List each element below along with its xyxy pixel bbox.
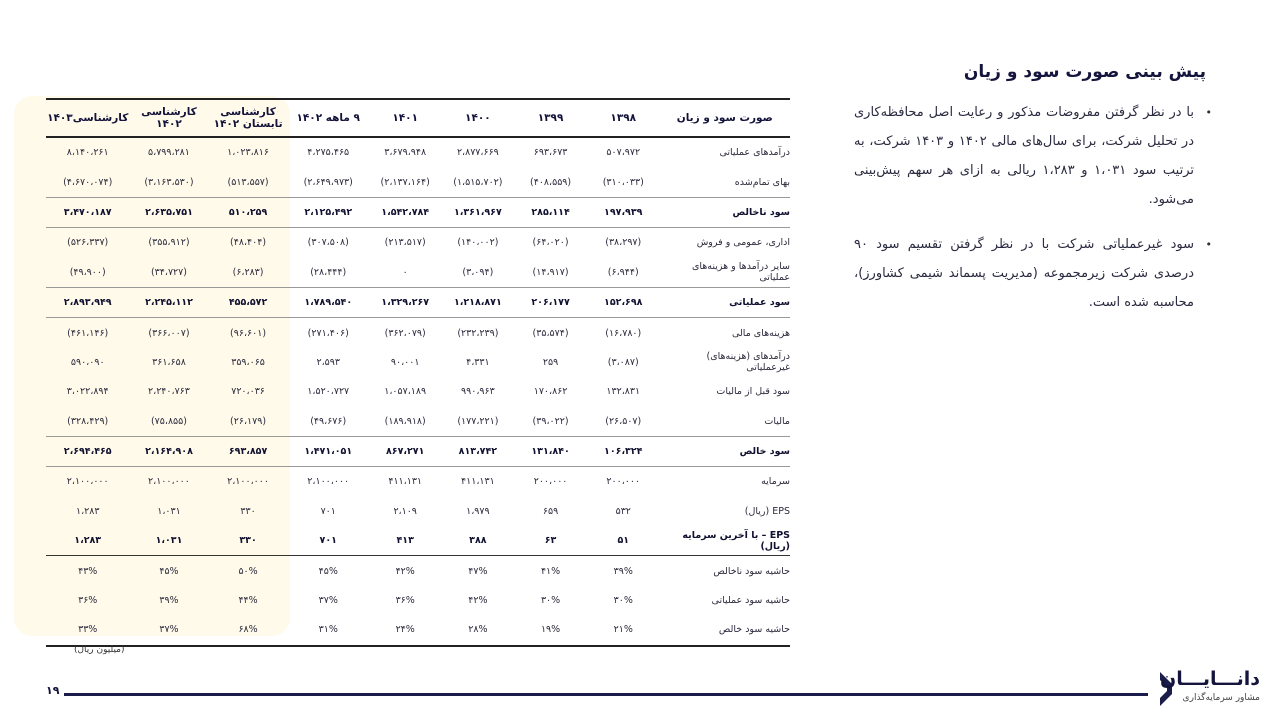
table-cell: ۲،۱۰۰،۰۰۰	[129, 467, 208, 497]
table-cell: (۵۲۶،۳۳۷)	[46, 228, 129, 258]
table-cell: ۲،۶۳۵،۷۵۱	[129, 197, 208, 227]
table-cell: (۱۷۷،۲۲۱)	[457, 415, 499, 427]
table-cell: ۱۰۶،۳۲۴	[587, 436, 660, 466]
table-cell: ۱،۵۴۲،۷۸۴	[369, 197, 442, 227]
table-cell: ۹۹۰،۹۶۳	[461, 386, 495, 398]
table-cell: ۳۹%	[159, 595, 179, 607]
table-cell: (۴۰۸،۵۵۹)	[530, 176, 572, 188]
table-cell: ۹۰،۰۰۱	[390, 356, 420, 368]
table-cell: ۶۵۹	[542, 505, 559, 517]
table-cell: ۱،۷۸۹،۵۴۰	[288, 287, 369, 317]
table-row	[46, 586, 790, 615]
table-cell: ۳۰%	[613, 595, 633, 607]
table-row	[46, 258, 790, 288]
row-label: حاشیه سود ناخالص	[660, 556, 790, 586]
bullet-icon: •	[1205, 238, 1212, 251]
table-cell: ۲،۱۶۴،۹۰۸	[129, 436, 208, 466]
table-cell: ۴۳%	[46, 556, 129, 586]
table-cell: (۶،۲۸۳)	[232, 266, 264, 278]
table-cell: ۵۹۰،۰۹۰	[70, 356, 105, 368]
table-cell: ۳۵۹،۰۶۵	[231, 356, 265, 368]
table-cell: ۲،۱۰۹	[393, 505, 417, 517]
table-cell: ۳۹%	[587, 556, 660, 586]
table-cell: ۳۷%	[318, 595, 338, 607]
table-cell: ۸۱۳،۷۴۲	[442, 436, 515, 466]
table-cell: (۴،۶۷۰،۰۷۴)	[63, 176, 113, 188]
table-cell: ۴۲%	[468, 595, 488, 607]
table-cell: ۲،۲۴۵،۱۱۲	[129, 287, 208, 317]
table-cell: ۸،۱۴۰،۲۶۱	[66, 147, 109, 159]
table-cell: ۳۳۰	[240, 505, 256, 517]
income-statement-table	[46, 98, 790, 647]
table-cell: (۳۲۸،۴۲۹)	[67, 415, 109, 427]
table-cell: ۷۰۱	[319, 535, 337, 547]
bullet-item	[854, 230, 1212, 317]
row-label: سود خالص	[660, 436, 790, 466]
table-cell: ۲۸۵،۱۱۴	[514, 197, 587, 227]
column-header: ۱۴۰۱	[369, 99, 442, 137]
table-cell: (۱۶،۷۸۰)	[587, 318, 660, 348]
table-cell: ۱۷۰،۸۶۲	[533, 386, 568, 398]
row-label: درآمدهای (هزینه‌های) غیرعملیاتی	[706, 351, 790, 374]
table-cell: ۲۵۹	[542, 356, 559, 368]
table-cell: ۶۹۳،۸۵۷	[209, 436, 288, 466]
table-cell: ۴۲%	[369, 556, 442, 586]
table-cell: ۴۵۵،۵۷۲	[209, 287, 288, 317]
bullet-text: سود غیرعملیاتی شرکت با در نظر گرفتن تقسیم سود ۹۰ درصدی شرکت زیرمجموعه (مدیریت پسماند شیمی کشاورز)، محاسبه شده است.	[854, 237, 1194, 310]
table-cell: (۱۸۹،۹۱۸)	[384, 415, 426, 427]
table-cell: ۴،۳۳۱	[466, 356, 490, 368]
table-cell: ۱،۴۷۱،۰۵۱	[288, 436, 369, 466]
table-cell: (۱۴۰،۰۰۲)	[442, 228, 515, 258]
table-cell: (۲۶،۵۰۷)	[605, 415, 642, 427]
table-row	[46, 436, 790, 466]
table-cell: (۴۹،۹۰۰)	[69, 266, 106, 278]
table-cell: ۵۱	[617, 535, 630, 547]
row-label: سود ناخالص	[660, 197, 790, 227]
table-cell: ۲۰۶،۱۷۷	[514, 287, 587, 317]
table-cell: ۱،۳۲۹،۲۶۷	[369, 287, 442, 317]
table-cell: ۳۶%	[395, 595, 415, 607]
table-cell: ۱،۰۵۷،۱۸۹	[384, 386, 427, 398]
table-cell: (۲۳۲،۲۳۹)	[442, 318, 515, 348]
table-cell: ۴۱%	[514, 556, 587, 586]
table-cell: ۲،۱۰۰،۰۰۰	[209, 467, 288, 497]
table-cell: ۲،۱۰۰،۰۰۰	[46, 467, 129, 497]
table-cell: ۱،۲۸۳	[75, 505, 100, 517]
table-row	[46, 287, 790, 317]
logo-tagline: مشاور سرمایه‌گذاری	[1182, 693, 1260, 703]
row-label: حاشیه سود خالص	[660, 615, 790, 645]
table-cell: (۹۶،۶۰۱)	[209, 318, 288, 348]
table-cell: (۳۶۲،۰۷۹)	[369, 318, 442, 348]
table-cell: (۳۸،۲۹۷)	[587, 228, 660, 258]
table-cell: (۴۸،۴۰۴)	[209, 228, 288, 258]
row-label: بهای تمام‌شده	[734, 176, 790, 188]
table-cell: ۲،۱۰۰،۰۰۰	[288, 467, 369, 497]
table-cell: (۴۶۱،۱۴۶)	[46, 318, 129, 348]
table-cell: ۱،۰۲۳،۸۱۶	[227, 147, 269, 159]
table-cell: ۴۷%	[442, 556, 515, 586]
table-row	[46, 556, 790, 586]
table-cell: (۵۱۳،۵۵۷)	[227, 176, 269, 188]
table-cell: (۷۵،۸۵۵)	[150, 415, 187, 427]
table-cell: ۳،۴۷۰،۱۸۷	[46, 197, 129, 227]
table-cell: ۱،۲۱۸،۸۷۱	[442, 287, 515, 317]
table-cell: (۳۴،۷۲۷)	[150, 266, 187, 278]
table-row	[46, 526, 790, 556]
table-cell: (۲۶،۱۷۹)	[230, 415, 267, 427]
table-cell: ۴۵%	[288, 556, 369, 586]
table-cell: ۶۳	[544, 535, 557, 547]
table-cell: ۳۷%	[129, 615, 208, 645]
table-cell: ۵۱۰،۲۵۹	[209, 197, 288, 227]
table-cell: (۲،۶۴۹،۹۷۳)	[303, 176, 353, 188]
table-cell: ۲۱%	[587, 615, 660, 645]
table-row	[46, 615, 790, 645]
table-cell: (۳،۰۹۴)	[462, 266, 494, 278]
column-header: کارشناسی۱۴۰۳	[46, 99, 129, 137]
table-cell: ۰	[402, 266, 408, 278]
table-cell: (۲۷۱،۴۰۶)	[288, 318, 369, 348]
table-cell: ۳۳%	[46, 615, 129, 645]
table-header-row	[46, 99, 790, 137]
table-cell: ۲،۱۲۵،۴۹۲	[288, 197, 369, 227]
table-row	[46, 137, 790, 167]
table-cell: ۲،۸۷۷،۶۶۹	[456, 147, 499, 159]
row-label: هزینه‌های مالی	[660, 318, 790, 348]
bullet-list	[854, 98, 1212, 333]
table-cell: ۱،۳۶۱،۹۶۷	[442, 197, 515, 227]
table-cell: (۲۱۳،۵۱۷)	[369, 228, 442, 258]
table-cell: ۶۹۳،۶۷۳	[533, 147, 568, 159]
table-cell: ۴،۲۷۵،۴۶۵	[307, 147, 350, 159]
column-header: صورت سود و زیان	[660, 99, 790, 137]
row-label: اداری، عمومی و فروش	[660, 228, 790, 258]
column-header: ۱۳۹۸	[587, 99, 660, 137]
table-cell: (۳۰۷،۵۰۸)	[288, 228, 369, 258]
table-cell: ۳۶۱،۶۵۸	[152, 356, 186, 368]
table-cell: ۴۱۱،۱۳۱	[369, 467, 442, 497]
table-cell: ۳۰%	[540, 595, 561, 607]
table-cell: ۴۴%	[238, 595, 258, 607]
table-cell: ۳۱%	[288, 615, 369, 645]
table-cell: ۱،۵۲۰،۷۲۷	[307, 386, 350, 398]
table-cell: ۴۱۱،۱۳۱	[442, 467, 515, 497]
table-cell: ۴۱۳	[396, 535, 414, 547]
column-header: ۱۳۹۹	[514, 99, 587, 137]
table-row	[46, 228, 790, 258]
unit-note: (میلیون ریال)	[74, 645, 125, 655]
table-cell: (۳۹،۰۲۲)	[532, 415, 569, 427]
table-row	[46, 318, 790, 348]
table-cell: ۱۹۷،۹۳۹	[587, 197, 660, 227]
page-title: پیش بینی صورت سود و زیان	[963, 62, 1206, 82]
bullet-text: با در نظر گرفتن مفروضات مذکور و رعایت اصل محافظه‌کاری در تحلیل شرکت، برای سال‌های مالی ۱۴۰۲ و ۱۴۰۳ شرکت، به ترتیب سود ۱،۰۳۱ و ۱،۲۸۳ ریالی به ازای هر سهم پیش‌بینی می‌شود.	[854, 105, 1194, 207]
table-cell: (۶،۹۴۴)	[607, 266, 639, 278]
table-cell: ۱۹%	[514, 615, 587, 645]
table-cell: ۷۰۱	[320, 505, 336, 517]
footer-divider	[64, 693, 1148, 696]
table-cell: (۲،۱۳۷،۱۶۴)	[380, 176, 430, 188]
table-cell: (۳،۱۶۳،۵۳۰)	[144, 176, 194, 188]
page-number: ۱۹	[46, 684, 60, 697]
table-cell: ۲۸%	[442, 615, 515, 645]
table-row	[46, 497, 790, 526]
logo-name: دانـــایـــان	[1160, 668, 1260, 690]
bullet-item	[854, 98, 1212, 214]
table-cell: (۱،۵۱۵،۷۰۲)	[453, 176, 503, 188]
table-cell: (۱۴،۹۱۷)	[532, 266, 569, 278]
table-row	[46, 167, 790, 197]
table-cell: ۵،۷۹۹،۲۸۱	[148, 147, 190, 159]
table-cell: ۸۶۷،۲۷۱	[369, 436, 442, 466]
row-label: حاشیه سود عملیاتی	[711, 595, 790, 607]
table-row	[46, 197, 790, 227]
table-row	[46, 467, 790, 497]
table-cell: ۲،۵۹۳	[316, 356, 340, 368]
row-label: سایر درآمدها و هزینه‌های عملیاتی	[691, 261, 790, 284]
table-cell: (۳۱۰،۰۳۳)	[602, 176, 644, 188]
table-cell: (۳،۰۸۷)	[607, 356, 639, 368]
table-cell: ۴۵%	[129, 556, 208, 586]
table-cell: ۲،۶۹۴،۴۶۵	[46, 436, 129, 466]
table-cell: ۵۳۲	[615, 505, 631, 517]
company-logo	[1158, 668, 1268, 712]
table-cell: ۵۰%	[209, 556, 288, 586]
table-cell: ۲۴%	[369, 615, 442, 645]
table-cell: ۱،۰۳۱	[155, 535, 183, 547]
bullet-icon: •	[1205, 106, 1212, 119]
table-cell: (۳۵،۵۷۴)	[514, 318, 587, 348]
table-cell: ۱۳۱،۸۴۰	[514, 436, 587, 466]
row-label: سرمایه	[660, 467, 790, 497]
table-cell: ۱،۹۷۹	[466, 505, 490, 517]
table-cell: (۶۴،۰۲۰)	[514, 228, 587, 258]
table-cell: ۱۵۲،۶۹۸	[587, 287, 660, 317]
table-row	[46, 348, 790, 377]
row-label: EPS (ریال)	[744, 505, 790, 517]
row-label: سود قبل از مالیات	[716, 386, 790, 398]
table-cell: ۲۰۰،۰۰۰	[514, 467, 587, 497]
column-header: ۱۴۰۰	[442, 99, 515, 137]
table-cell: ۱،۲۸۳	[74, 535, 102, 547]
table-cell: ۳،۶۷۹،۹۴۸	[384, 147, 427, 159]
table-cell: ۳۸۸	[469, 535, 487, 547]
column-header: کارشناسی تابستان ۱۴۰۲	[209, 99, 288, 137]
table-cell: ۲،۲۴۰،۷۶۳	[148, 386, 190, 398]
row-label: سود عملیاتی	[660, 287, 790, 317]
table-cell: (۳۵۵،۹۱۲)	[129, 228, 208, 258]
table-cell: ۷۲۰،۰۳۶	[231, 386, 265, 398]
row-label: درآمدهای عملیاتی	[719, 147, 790, 159]
table-cell: ۳،۰۲۲،۸۹۴	[66, 386, 109, 398]
column-header: ۹ ماهه ۱۴۰۲	[288, 99, 369, 137]
table-cell: ۲۰۰،۰۰۰	[587, 467, 660, 497]
column-header: کارشناسی ۱۴۰۲	[129, 99, 208, 137]
row-label: EPS – با آخرین سرمایه (ریال)	[682, 529, 790, 552]
table-row	[46, 407, 790, 437]
table-cell: ۱۳۲،۸۳۱	[606, 386, 641, 398]
table-cell: (۲۸،۴۴۴)	[310, 266, 347, 278]
table-cell: ۱،۰۳۱	[157, 505, 181, 517]
table-cell: ۳۶%	[78, 595, 98, 607]
table-cell: ۵۰۷،۹۷۲	[606, 147, 641, 159]
table-cell: ۳۳۰	[239, 535, 257, 547]
row-label: مالیات	[764, 415, 790, 427]
table-cell: ۶۸%	[209, 615, 288, 645]
table-cell: (۳۶۶،۰۰۷)	[129, 318, 208, 348]
table-cell: ۲،۸۹۳،۹۴۹	[46, 287, 129, 317]
table-cell: (۴۹،۶۷۶)	[310, 415, 347, 427]
table-row	[46, 377, 790, 406]
